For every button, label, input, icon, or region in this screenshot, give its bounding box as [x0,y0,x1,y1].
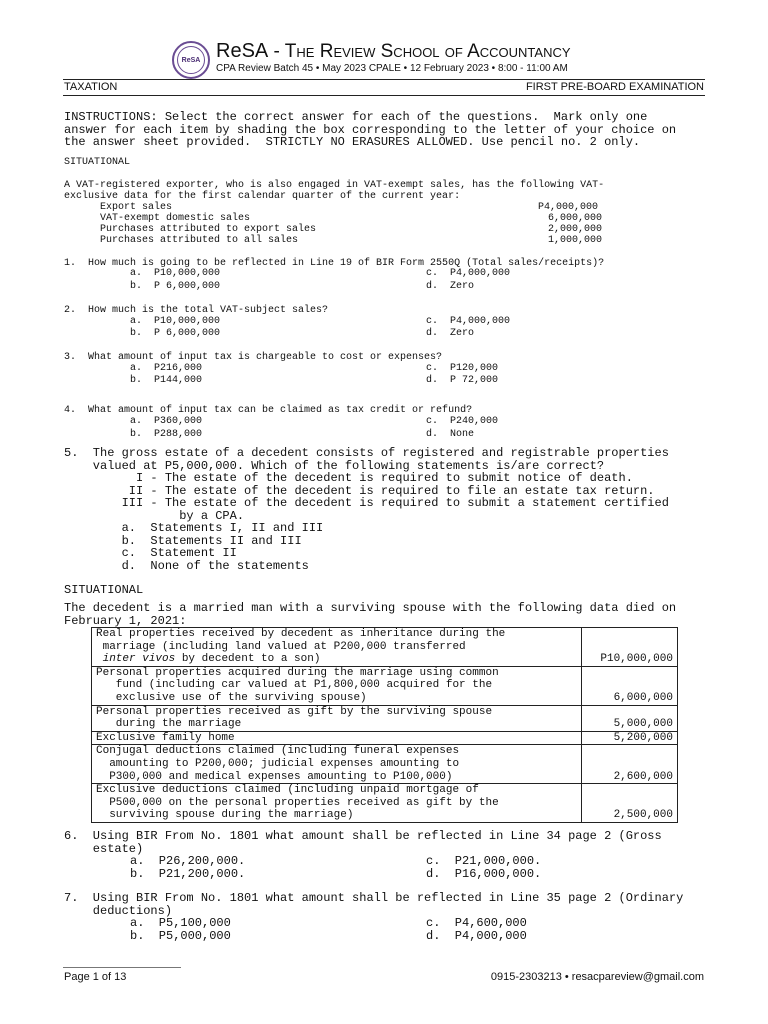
data-item-value: 2,000,000 [548,224,603,235]
header-rule-top [63,79,705,80]
choice-c: c. P4,000,000 [426,316,511,327]
question-text: 5. The gross estate of a decedent consists of registered and registrable properties [64,446,669,460]
table-row [92,731,678,745]
instructions-line: answer for each item by shading the box corresponding to the letter of your choice on [64,122,677,137]
logo-text: ReSA [177,46,205,74]
choice-b: b. Statements II and III [64,533,302,548]
table-cell-desc: Conjugal deductions claimed (including funeral expenses amounting to P200,000; judicial expenses amounting to P300,000 and medical expenses amounting to P100,000) [92,745,582,784]
situational-intro: A VAT-registered exporter, who is also engaged in VAT-exempt sales, has the following VAT- [64,180,605,191]
question-text: deductions) [64,903,173,918]
choice-a: a. P360,000 [130,416,203,427]
situational-intro: February 1, 2021: [64,613,187,628]
choice-b: b. P5,000,000 [130,928,231,943]
data-item-value: 6,000,000 [548,213,603,224]
choice-c: c. P4,600,000 [426,916,527,930]
question-text: 3. What amount of input tax is chargeable to cost or expenses? [64,352,443,363]
choice-c: c. Statement II [64,546,237,560]
statement-iii: III - The estate of the decedent is required to submit a statement certified [64,496,669,510]
choice-c: c. P120,000 [426,363,499,374]
exam-title: FIRST PRE-BOARD EXAMINATION [525,81,704,93]
choice-d: d. None [426,429,475,440]
choice-a: a. P10,000,000 [130,268,221,279]
subject-title: TAXATION [64,81,118,93]
situational-label: SITUATIONAL [64,583,144,597]
choice-a: a. P216,000 [130,363,203,374]
choice-b: b. P288,000 [130,429,203,440]
statement-iii-cont: by a CPA. [64,508,245,523]
choice-a: a. P26,200,000. [130,854,246,868]
choice-d: d. None of the statements [64,558,309,573]
question-text: 7. Using BIR From No. 1801 what amount shall be reflected in Line 35 page 2 (Ordinary [64,891,684,905]
situational-intro: exclusive data for the first calendar quarter of the current year: [64,191,461,202]
table-cell-amount: 5,200,000 [582,731,678,745]
table-row [92,784,678,823]
header-rule-bottom [63,95,705,96]
choice-d: d. P 72,000 [426,375,499,386]
table-row [92,666,678,705]
school-name [216,40,571,63]
data-item-label: Purchases attributed to all sales [100,235,299,246]
question-text: 6. Using BIR From No. 1801 what amount shall be reflected in Line 34 page 2 (Gross [64,829,662,843]
choice-d: d. P16,000,000. [426,866,542,881]
data-item-value: P4,000,000 [538,202,599,213]
data-item-label: VAT-exempt domestic sales [100,213,251,224]
contact-info: 0915-2303213 • resacpareview@gmail.com [490,971,704,983]
estate-data-table [91,627,678,823]
table-cell-desc: Exclusive deductions claimed (including unpaid mortgage of P500,000 on the personal properties received as gift by the surviving spouse during the marriage) [92,784,582,823]
question-text: 4. What amount of input tax can be claimed as tax credit or refund? [64,405,473,416]
instructions-line: INSTRUCTIONS: Select the correct answer for each of the questions. Mark only one [64,110,648,124]
table-cell-amount: 2,600,000 [582,745,678,784]
choice-c: c. P4,000,000 [426,268,511,279]
question-text: 1. How much is going to be reflected in Line 19 of BIR Form 2550Q (Total sales/receipts)? [64,258,605,269]
page-number: Page 1 of 13 [64,971,127,983]
question-text: valued at P5,000,000. Which of the following statements is/are correct? [64,458,605,473]
choice-b: b. P 6,000,000 [130,328,221,339]
choice-b: b. P21,200,000. [130,866,246,881]
school-brand: ReSA [216,40,269,62]
table-cell-amount: 6,000,000 [582,666,678,705]
table-cell-desc: Real properties received by decedent as inheritance during the marriage (including land valued at P200,000 transferred inter vivos by decedent to a son) [92,628,582,667]
data-item-label: Purchases attributed to export sales [100,224,317,235]
instructions-line: the answer sheet provided. STRICTLY NO ERASURES ALLOWED. Use pencil no. 2 only. [64,135,641,149]
choice-a: a. P5,100,000 [130,916,231,930]
choice-d: d. P4,000,000 [426,928,527,943]
question-text: estate) [64,841,144,856]
data-item-value: 1,000,000 [548,235,603,246]
table-cell-amount: P10,000,000 [582,628,678,667]
choice-c: c. P240,000 [426,416,499,427]
statement-ii: II - The estate of the decedent is required to file an estate tax return. [64,483,655,498]
choice-b: b. P144,000 [130,375,203,386]
question-text: 2. How much is the total VAT-subject sales? [64,305,329,316]
statement-i: I - The estate of the decedent is required to submit notice of death. [64,471,633,485]
data-item-label: Export sales [100,202,173,213]
table-row [92,705,678,731]
table-row [92,745,678,784]
school-logo [172,41,210,79]
choice-c: c. P21,000,000. [426,854,542,868]
table-cell-desc: Personal properties received as gift by the surviving spouse during the marriage [92,705,582,731]
table-cell-desc: Exclusive family home [92,731,582,745]
table-cell-desc: Personal properties acquired during the marriage using common fund (including car valued at P1,800,000 acquired for the exclusive use of the surviving spouse) [92,666,582,705]
choice-a: a. Statements I, II and III [64,521,324,535]
batch-info: CPA Review Batch 45 • May 2023 CPALE • 12 February 2023 • 8:00 - 11:00 AM [216,63,568,74]
table-row [92,628,678,667]
choice-a: a. P10,000,000 [130,316,221,327]
choice-b: b. P 6,000,000 [130,281,221,292]
footer-rule [63,967,181,968]
situational-intro: The decedent is a married man with a surviving spouse with the following data died on [64,601,677,615]
table-cell-amount: 5,000,000 [582,705,678,731]
choice-d: d. Zero [426,328,475,339]
table-cell-amount: 2,500,000 [582,784,678,823]
situational-label: SITUATIONAL [64,157,131,168]
choice-d: d. Zero [426,281,475,292]
school-full-name: - The Review School of Accountancy [268,41,571,62]
